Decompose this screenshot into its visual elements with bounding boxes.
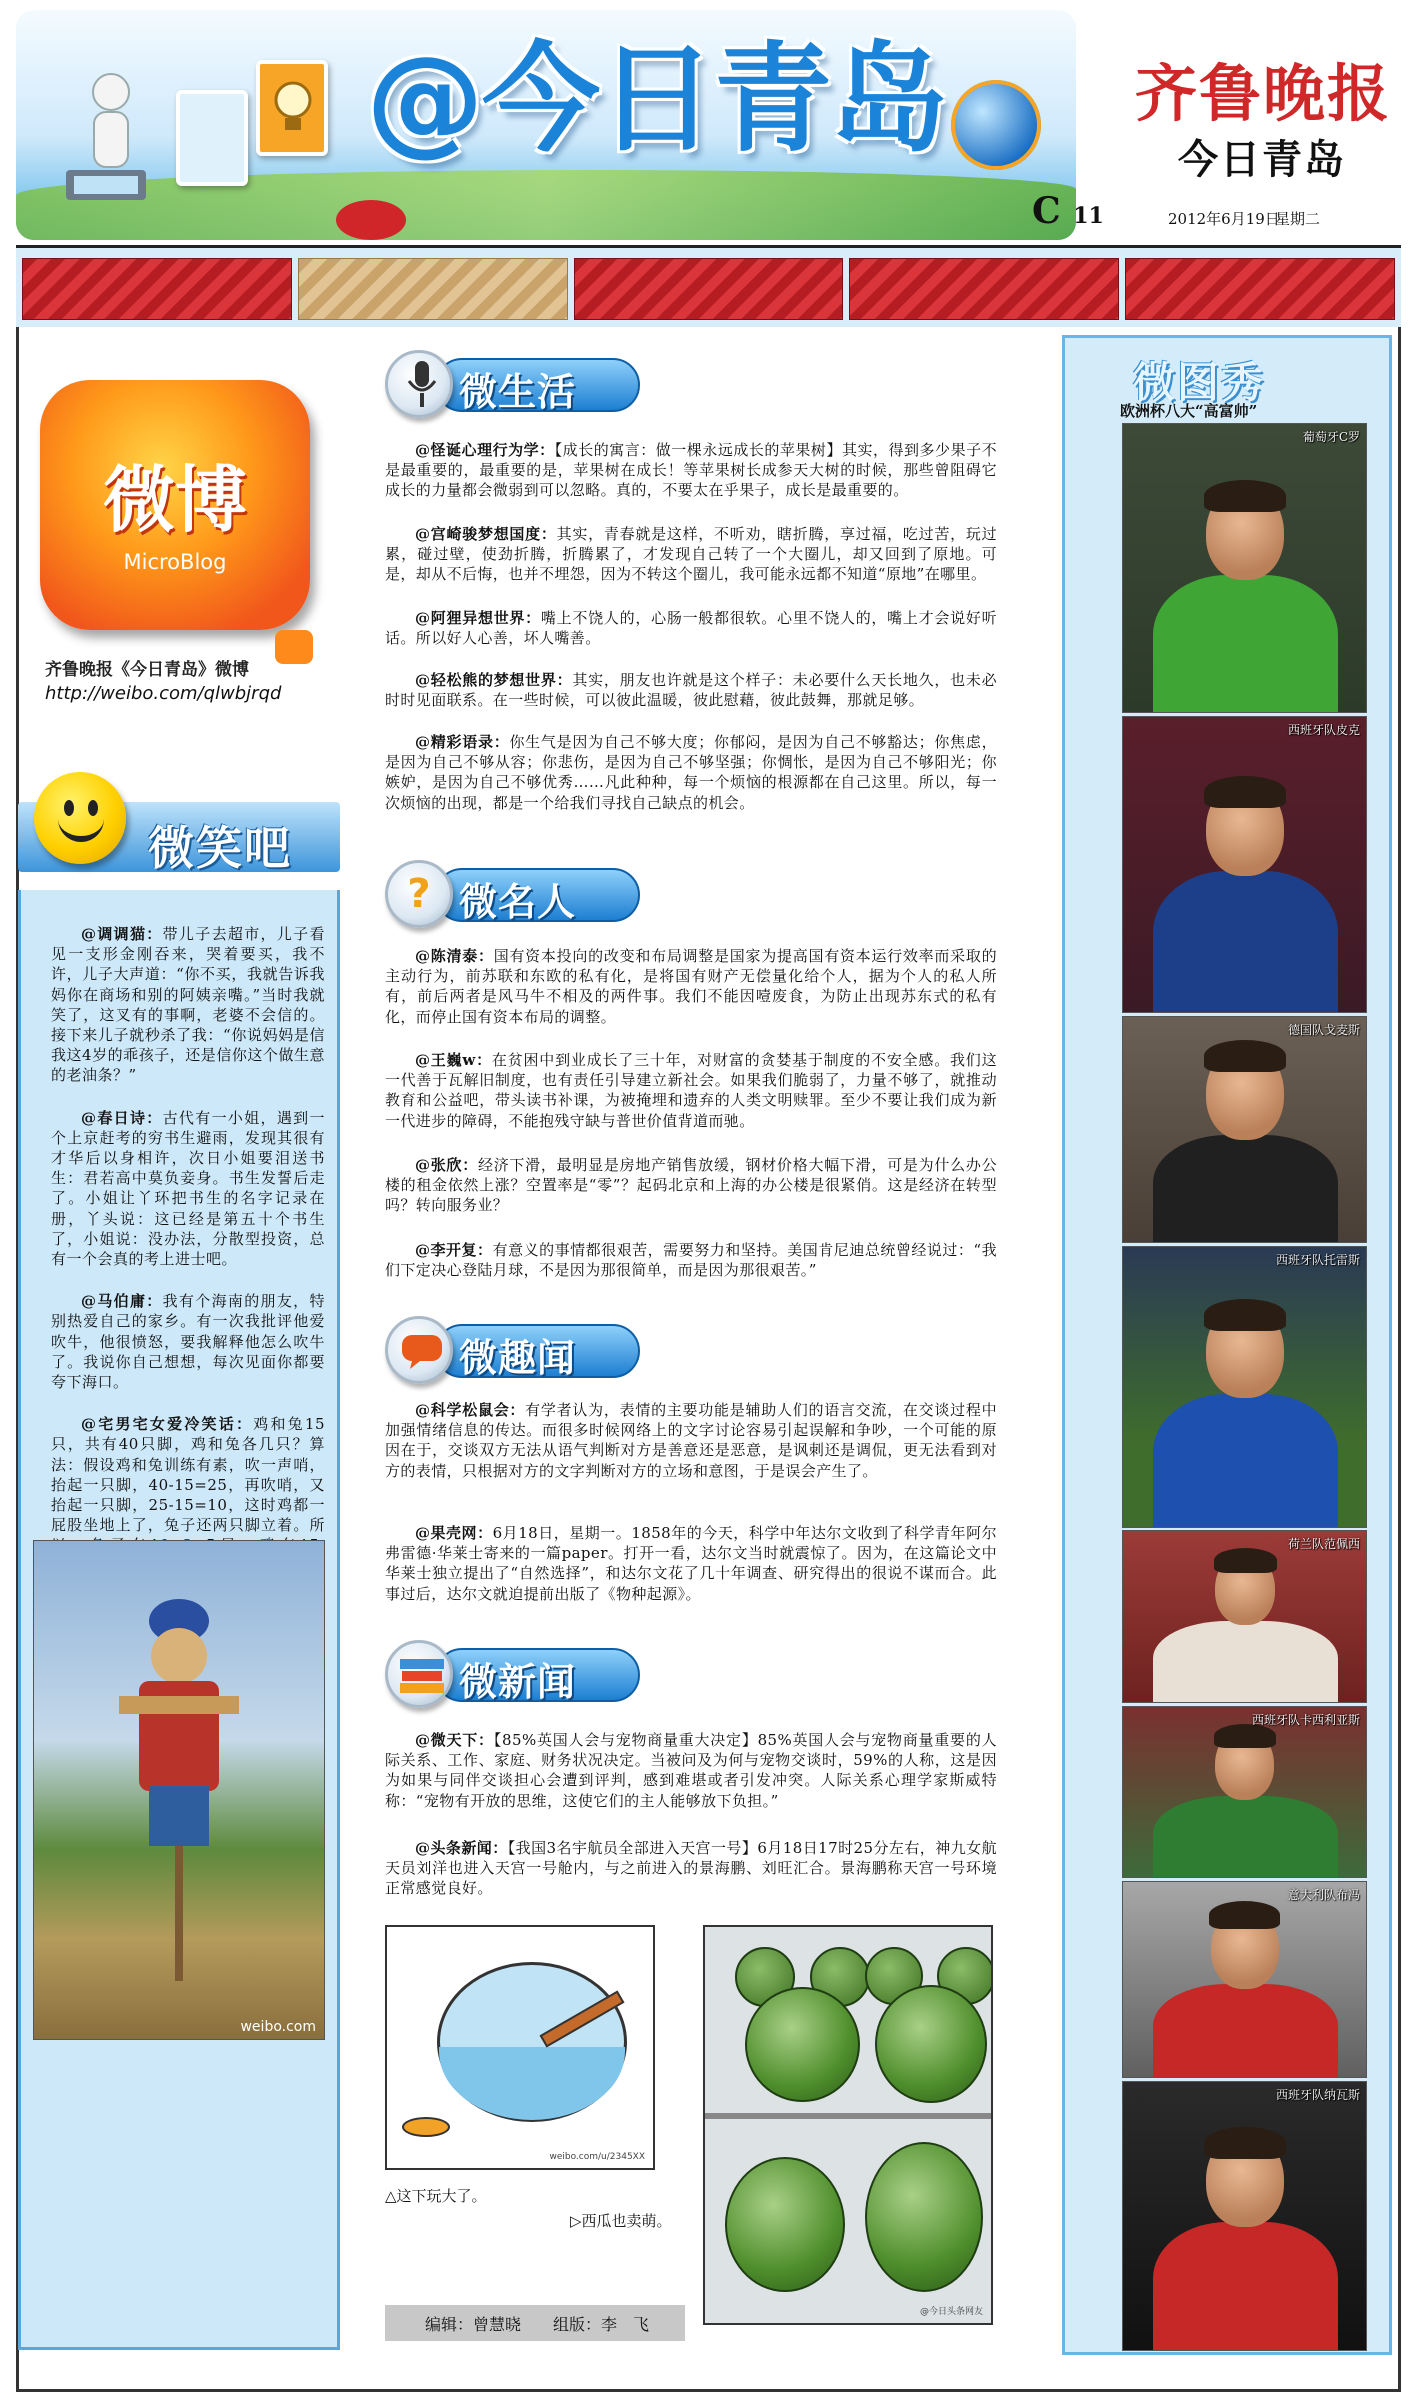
mickey-melon <box>745 1987 860 2102</box>
article <box>385 732 997 813</box>
article-author: @宫崎骏梦想国度： <box>415 525 557 543</box>
section-name: 今日青岛 <box>1178 136 1346 183</box>
center-column <box>385 350 1000 2380</box>
white-figure-icon <box>56 70 166 220</box>
player-name-tag: 德国队戈麦斯 <box>1287 1023 1360 1037</box>
section-header-news <box>385 1640 645 1710</box>
weibo-caption: 齐鲁晚报《今日青岛》微博 <box>45 660 249 680</box>
player-hair <box>1214 1548 1277 1573</box>
jokes-header <box>18 770 340 890</box>
player-photo <box>1122 1530 1367 1703</box>
smiley-icon <box>34 772 126 864</box>
player-name-tag: 西班牙队卡西利亚斯 <box>1251 1713 1360 1727</box>
article <box>385 1730 997 1811</box>
joke-item <box>51 924 325 1086</box>
article-text: 经济下滑，最明显是房地产销售放缓，钢材价格大幅下滑，可是为什么办公楼的租金依然上涨？空置率是“零”？起码北京和上海的办公楼是很紧俏。这是经济在转型吗？转向服务业？ <box>385 1156 997 1215</box>
article <box>385 440 997 501</box>
player-name-tag: 葡萄牙C罗 <box>1302 430 1360 444</box>
weibo-logo-cn: 微博 <box>102 458 247 542</box>
issue-date: 2012年6月19日 <box>1168 210 1280 228</box>
player-hair <box>1204 480 1286 512</box>
totoro-melon <box>865 2142 983 2292</box>
stripe-block <box>574 258 844 320</box>
weibo-logo-en: MicroBlog <box>123 550 227 574</box>
section-title: 微新闻 <box>459 1660 577 1704</box>
player-name-tag: 西班牙队纳瓦斯 <box>1275 2088 1360 2102</box>
article <box>385 1838 997 1899</box>
article <box>385 1240 997 1280</box>
page-letter: C <box>1032 190 1061 232</box>
player-shirt <box>1153 1135 1338 1243</box>
decorative-stripe-bar <box>16 245 1401 327</box>
article-text: 6月18日，星期一。1858年的今天，科学中年达尔文收到了科学青年阿尔弗雷德·华莱士寄来的一篇paper。打开一看，达尔文当时就震惊了。因为，在这篇论文中华莱士独立提出了“自然选择”，和达尔文花了几十年调查、研究得出的很说不谋而合。此事过后，达尔文就迫提前出版了《物种起源》。 <box>385 1524 997 1603</box>
player-photo <box>1122 1016 1367 1243</box>
question-mark-icon: ? <box>385 860 453 928</box>
joke-author: @宅男宅女爱冷笑话： <box>81 1415 254 1434</box>
player-shirt <box>1153 1984 1338 2078</box>
article <box>385 1400 997 1481</box>
joke-author: @调调猫： <box>81 925 163 943</box>
melon-credit: @今日头条网友 <box>919 2307 983 2317</box>
page-frame-right <box>1398 327 1401 2392</box>
section-header-fun <box>385 1316 645 1386</box>
weibo-promo <box>30 380 340 704</box>
app-cards <box>176 60 366 210</box>
player-photo <box>1122 1706 1367 1878</box>
fish-icon <box>402 2117 450 2137</box>
scarecrow-credit: weibo.com <box>240 2019 316 2035</box>
player-hair <box>1204 1299 1286 1331</box>
photo-column-subtitle: 欧洲杯八大“高富帅” <box>1120 402 1258 420</box>
article <box>385 524 997 585</box>
scarecrow-photo <box>33 1540 325 2040</box>
designer-name: 组版：李 飞 <box>553 2315 650 2334</box>
article <box>385 608 997 648</box>
weibo-logo <box>40 380 310 630</box>
melon-caption: ▷西瓜也卖萌。 <box>570 2212 672 2230</box>
globe-icon <box>951 80 1041 170</box>
joke-author: @马伯庸： <box>81 1292 163 1311</box>
player-shirt <box>1153 575 1338 713</box>
article-author: @怪诞心理行为学： <box>415 441 555 459</box>
player-hair <box>1204 2127 1286 2159</box>
lightbulb-icon <box>272 78 314 138</box>
article <box>385 1050 997 1131</box>
scarecrow-icon <box>119 1581 239 1981</box>
player-shirt <box>1153 2222 1338 2351</box>
section-title: 微生活 <box>459 370 577 414</box>
chat-bubble-icon <box>385 1316 453 1384</box>
stripe-block <box>22 258 292 320</box>
masthead-banner <box>16 10 1076 240</box>
player-photo <box>1122 1246 1367 1528</box>
article-text: 其实，青春就是这样，不听劝，瞎折腾，享过福，吃过苦，玩过累，碰过壁，使劲折腾，折腾累了，才发现自己转了一个大圈儿，却又回到了原地。可是，却从不后悔，也并不埋怨，因为不转这个圈儿，我可能永远都不知道“原地”在哪里。 <box>385 525 997 584</box>
player-name-tag: 意大利队布冯 <box>1287 1888 1360 1902</box>
article-author: @张欣： <box>415 1156 478 1174</box>
issue-weekday: 星期二 <box>1275 210 1321 228</box>
cartoon-caption: △这下玩大了。 <box>385 2187 487 2205</box>
article <box>385 946 997 1027</box>
joke-text: 我有个海南的朋友，特别热爱自己的家乡。有一次我批评他爱吹牛，他很愤怒，要我解释他怎么吹牛了。我说你自己想想，每次见面你都要夸下海口。 <box>51 1292 325 1392</box>
newspaper-name: 齐鲁晚报 <box>1135 57 1392 130</box>
article <box>385 1155 997 1216</box>
section-header-life <box>385 350 645 420</box>
jokes-body <box>18 890 340 2350</box>
joke-text: 鸡和兔15只，共有40只脚，鸡和兔各几只？算法：假设鸡和兔训练有素，吹一声哨，抬起一只脚，40-15=25，再吹哨，又抬起一只脚，25-15=10，这时鸡都一屁股坐地上了，兔子还两只脚立着。所 <box>51 1415 325 1535</box>
article-text: 有意义的事情都很艰苦，需要努力和坚持。美国肯尼迪总统曾经说过：“我们下定决心登陆月球，不是因为那很简单，而是因为那很艰苦。” <box>385 1241 997 1280</box>
fishbowl-cartoon <box>385 1925 655 2170</box>
speech-bubble-icon <box>275 630 313 664</box>
article-text: 【我国3名宇航员全部进入天宫一号】6月18日17时25分左右，神九女航天员刘洋也进入天宫一号舱内，与之前进入的景海鹏、刘旺汇合。景海鹏称天宫一号环境正常感觉良好。 <box>385 1839 997 1898</box>
stripe-block <box>1125 258 1395 320</box>
article-text: 嘴上不饶人的，心肠一般都很软。心里不饶人的，嘴上才会说好听话。所以好人心善，坏人嘴善。 <box>385 609 998 648</box>
article-text: 其实，朋友也许就是这个样子：未必要什么天长地久，也未必时时见面联系。在一些时候，可以彼此温暖，彼此慰藉，彼此鼓舞，那就足够。 <box>385 671 997 710</box>
stripe-block <box>298 258 568 320</box>
editor-name: 编辑：曾慧晓 <box>425 2315 522 2334</box>
article-author: @王巍w： <box>415 1051 492 1069</box>
article-author: @科学松鼠会： <box>415 1401 526 1419</box>
mouse-icon <box>336 200 406 240</box>
article-text: 在贫困中到业成长了三十年，对财富的贪婪基于制度的不安全感。我们这一代善于瓦解旧制度，也有责任引导建立新社会。如果我们脆弱了，力量不够了，就推动教育和公益吧，带头读书补课，为被掩埋和遗弃的人类文明赎罪。至少不要让我们成为新一代进步的障碍，不能抱残守缺与普世价值背道而驰。 <box>385 1051 997 1130</box>
player-photo <box>1122 2081 1367 2351</box>
joke-item <box>51 1108 325 1270</box>
article-author: @李开复： <box>415 1241 493 1259</box>
page-frame-bottom <box>16 2389 1401 2392</box>
player-hair <box>1204 1040 1286 1072</box>
article-author: @陈清泰： <box>415 947 494 965</box>
article-text: 有学者认为，表情的主要功能是辅助人们的语言交流，在交谈过程中加强情绪信息的传达。而很多时候网络上的文字讨论容易引起误解和争吵，一个可能的原因在于，交谈双方无法从语气判断对方是善意还是恶意，是讽刺还是调侃，更无法看到对方的表情，只根据对方的文字判断对方的立场和意图，于是误会产生了。 <box>385 1401 997 1480</box>
joke-text: 带儿子去超市，儿子看见一支形金刚吞来，哭着要买，我不许，儿子大声道：“你不买，我就告诉我妈你在商场和别的阿姨亲嘴。”当时我就笑了，这叉有的事啊，老婆不会信的。接下来儿子就秒杀了我：“你说妈妈是信我这4岁的乖孩子，还是信你这个做生意的老油条？” <box>51 925 325 1085</box>
player-photo <box>1122 423 1367 713</box>
article-author: @头条新闻： <box>415 1839 508 1857</box>
watermelon-photo <box>703 1925 993 2325</box>
player-photo <box>1122 1881 1367 2078</box>
player-shirt <box>1153 1621 1338 1703</box>
player-shirt <box>1153 1394 1338 1528</box>
article-author: @果壳网： <box>415 1524 493 1542</box>
article-author: @轻松熊的梦想世界： <box>415 671 573 689</box>
stripe-block <box>849 258 1119 320</box>
player-name-tag: 西班牙队皮克 <box>1287 723 1360 737</box>
player-photo <box>1122 716 1367 1013</box>
article-author: @精彩语录： <box>415 733 510 751</box>
photo-column-title: 微图秀 <box>1133 358 1266 407</box>
article-author: @阿狸异想世界： <box>415 609 541 627</box>
photo-column <box>1062 335 1392 2355</box>
article-author: @微天下： <box>415 1731 494 1749</box>
carved-melon <box>725 2157 845 2292</box>
books-icon <box>385 1640 453 1708</box>
microphone-icon <box>385 350 453 418</box>
player-name-tag: 西班牙队托雷斯 <box>1275 1253 1360 1267</box>
player-shirt <box>1153 871 1338 1013</box>
tv-card <box>176 90 248 186</box>
page-number <box>1032 190 1104 232</box>
player-hair <box>1204 776 1286 808</box>
player-name-tag: 荷兰队范佩西 <box>1287 1537 1360 1551</box>
section-title: 微趣闻 <box>459 1336 577 1380</box>
banner-grass-wave <box>16 170 1076 240</box>
weibo-url[interactable]: http://weibo.com/qlwbjrqd <box>45 683 282 704</box>
joke-item <box>51 1291 325 1392</box>
article-text: 【85%英国人会与宠物商量重大决定】85%英国人会与宠物商量重要的人际关系、工作、家庭、财务状况决定。当被问及为何与宠物交谈时，59%的人称，这是因为如果与同伴交谈担心会遭到评判，感到难堪或者引发冲突。人际关系心理学家斯威特称：“宠物有开放的思维，这使它们的主人能够放下负担。” <box>385 1731 997 1810</box>
page-digits: 11 <box>1073 203 1104 229</box>
joke-text: 古代有一小姐，遇到一个上京赶考的穷书生避雨，发现其很有才华后以身相许，次日小姐要泪送书生：君若高中莫负妾身。书生发誓后走了。小姐让丫环把书生的名字记录在册，丫头说：这已经是第五十个书生了，小姐说：没办法，分散型投资，总有一个会真的考上进士吧。 <box>51 1108 325 1269</box>
banner-title: @今日青岛 <box>366 30 947 168</box>
article-text: 国有资本投向的改变和布局调整是国家为提高国有资本运行效率而采取的主动行为，前苏联和东欧的私有化，是将国有财产无偿量化给个人，据为个人的私人所有，前后两者是风马牛不相及的两件事。我们不能因噎废食，为防止出现苏东式的私有化，而停止国有资本布局的调整。 <box>385 947 997 1026</box>
cartoon-credit: weibo.com/u/2345XX <box>549 2152 645 2162</box>
editor-credits <box>385 2305 685 2341</box>
section-title: 微名人 <box>459 880 577 924</box>
section-header-celebrity <box>385 860 645 930</box>
article <box>385 670 997 710</box>
masthead <box>0 0 1417 245</box>
joke-author: @春日诗： <box>81 1108 163 1127</box>
player-hair <box>1209 1901 1280 1929</box>
mickey-melon <box>875 1985 987 2103</box>
player-shirt <box>1153 1796 1338 1878</box>
article-text: 你生气是因为自己不够大度；你郁闷，是因为自己不够豁达；你焦虑，是因为自己不够从容；你悲伤，是因为自己不够坚强；你惆怅，是因为自己不够阳光；你嫉妒，是因为自己不够优秀……凡此种种，每一个烦恼的根源都在自己这里。所以，每一次烦恼的出现，都是一个给我们寻找自己缺点的机会。 <box>385 733 997 812</box>
article-text: 【成长的寓言：做一棵永远成长的苹果树】其实，得到多少果子不是最重要的，最重要的是，苹果树在成长！等苹果树长成参天大树的时候，那些曾阻碍它成长的力量都会微弱到可以忽略。真的，不要太在乎果子，成长是最重要的。 <box>385 441 997 500</box>
article <box>385 1523 997 1604</box>
jokes-title: 微笑吧 <box>148 821 292 875</box>
